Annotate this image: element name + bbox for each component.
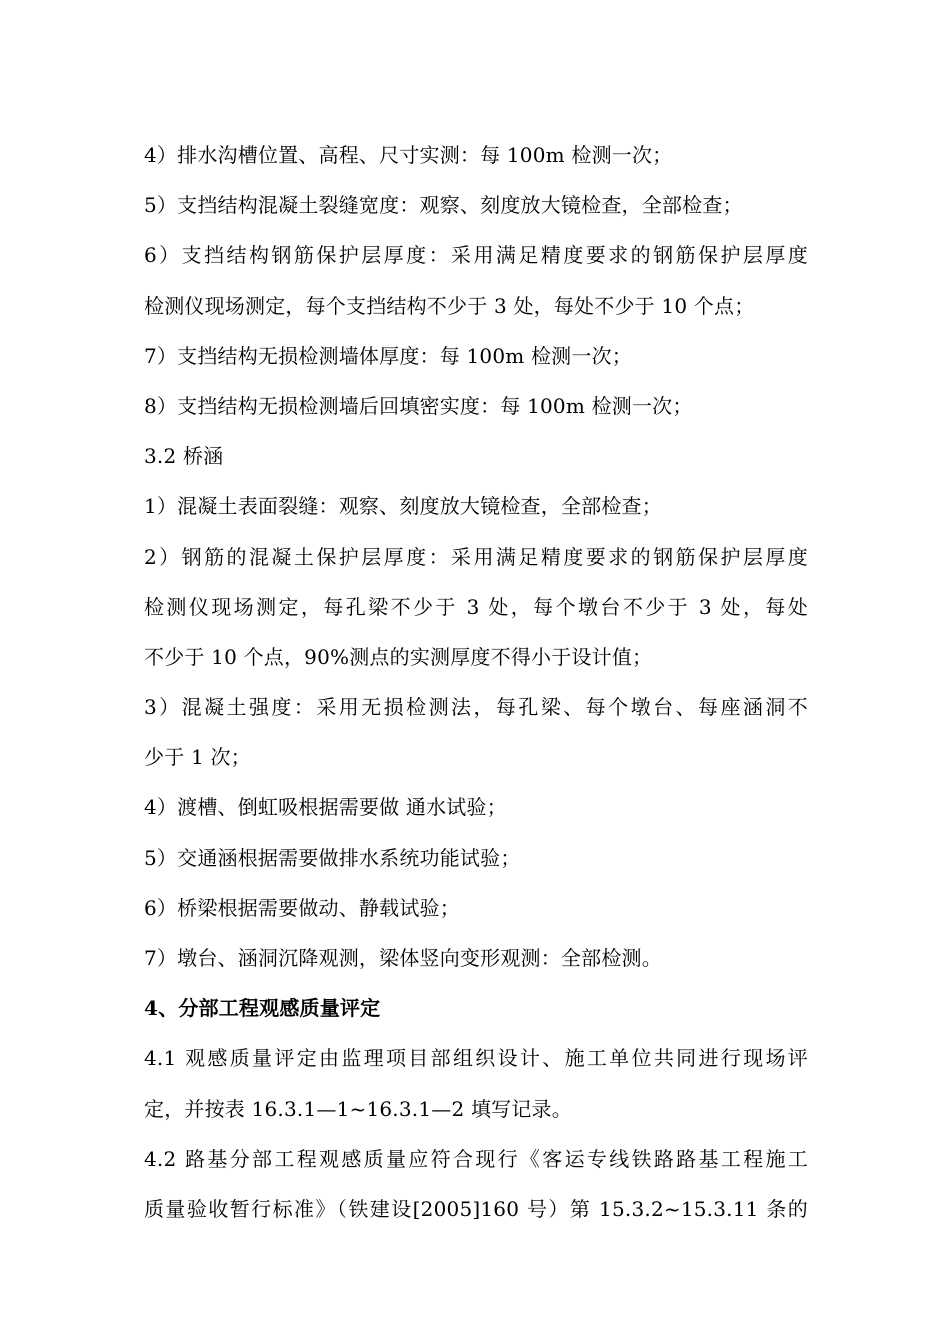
text-line-8: 1）混凝土表面裂缝：观察、刻度放大镜检查，全部检查； <box>144 494 662 519</box>
text-line-9: 2）钢筋的混凝土保护层厚度：采用满足精度要求的钢筋保护层厚度 <box>144 544 808 569</box>
text-line-13: 少于 1 次； <box>144 745 251 770</box>
text-line-11: 不少于 10 个点，90%测点的实测厚度不得小于设计值； <box>144 644 653 669</box>
section-heading-quality-evaluation: 4、分部工程观感质量评定 <box>144 996 381 1021</box>
text-line-20: 定，并按表 16.3.1—1~16.3.1—2 填写记录。 <box>144 1096 572 1121</box>
text-line-4: 检测仪现场测定，每个支挡结构不少于 3 处，每处不少于 10 个点； <box>144 293 755 318</box>
text-line-14: 4）渡槽、倒虹吸根据需要做 通水试验； <box>144 795 507 820</box>
text-line-1: 4）排水沟槽位置、高程、尺寸实测：每 100m 检测一次； <box>144 143 673 167</box>
text-line-10: 检测仪现场测定，每孔梁不少于 3 处，每个墩台不少于 3 处，每处 <box>144 594 808 619</box>
section-heading-bridge-culvert: 3.2 桥涵 <box>144 444 224 469</box>
text-line-17: 7）墩台、涵洞沉降观测，梁体竖向变形观测：全部检测。 <box>144 946 662 970</box>
text-line-2: 5）支挡结构混凝土裂缝宽度：观察、刻度放大镜检查，全部检查； <box>144 193 743 218</box>
text-line-16: 6）桥梁根据需要做动、静载试验； <box>144 895 460 920</box>
text-line-22: 质量验收暂行标准》（铁建设[2005]160 号）第 15.3.2~15.3.11 条的 <box>144 1196 808 1221</box>
text-line-6: 8）支挡结构无损检测墙后回填密实度：每 100m 检测一次； <box>144 393 693 418</box>
text-line-15: 5）交通涵根据需要做排水系统功能试验； <box>144 845 521 870</box>
text-line-19: 4.1 观感质量评定由监理项目部组织设计、施工单位共同进行现场评 <box>144 1046 808 1071</box>
document-body <box>144 130 808 1234</box>
text-line-12: 3）混凝土强度：采用无损检测法，每孔梁、每个墩台、每座涵洞不 <box>144 695 808 720</box>
text-line-5: 7）支挡结构无损检测墙体厚度：每 100m 检测一次； <box>144 343 632 368</box>
text-line-21: 4.2 路基分部工程观感质量应符合现行《客运专线铁路路基工程施工 <box>144 1146 808 1171</box>
text-line-3: 6）支挡结构钢筋保护层厚度：采用满足精度要求的钢筋保护层厚度 <box>144 243 808 268</box>
